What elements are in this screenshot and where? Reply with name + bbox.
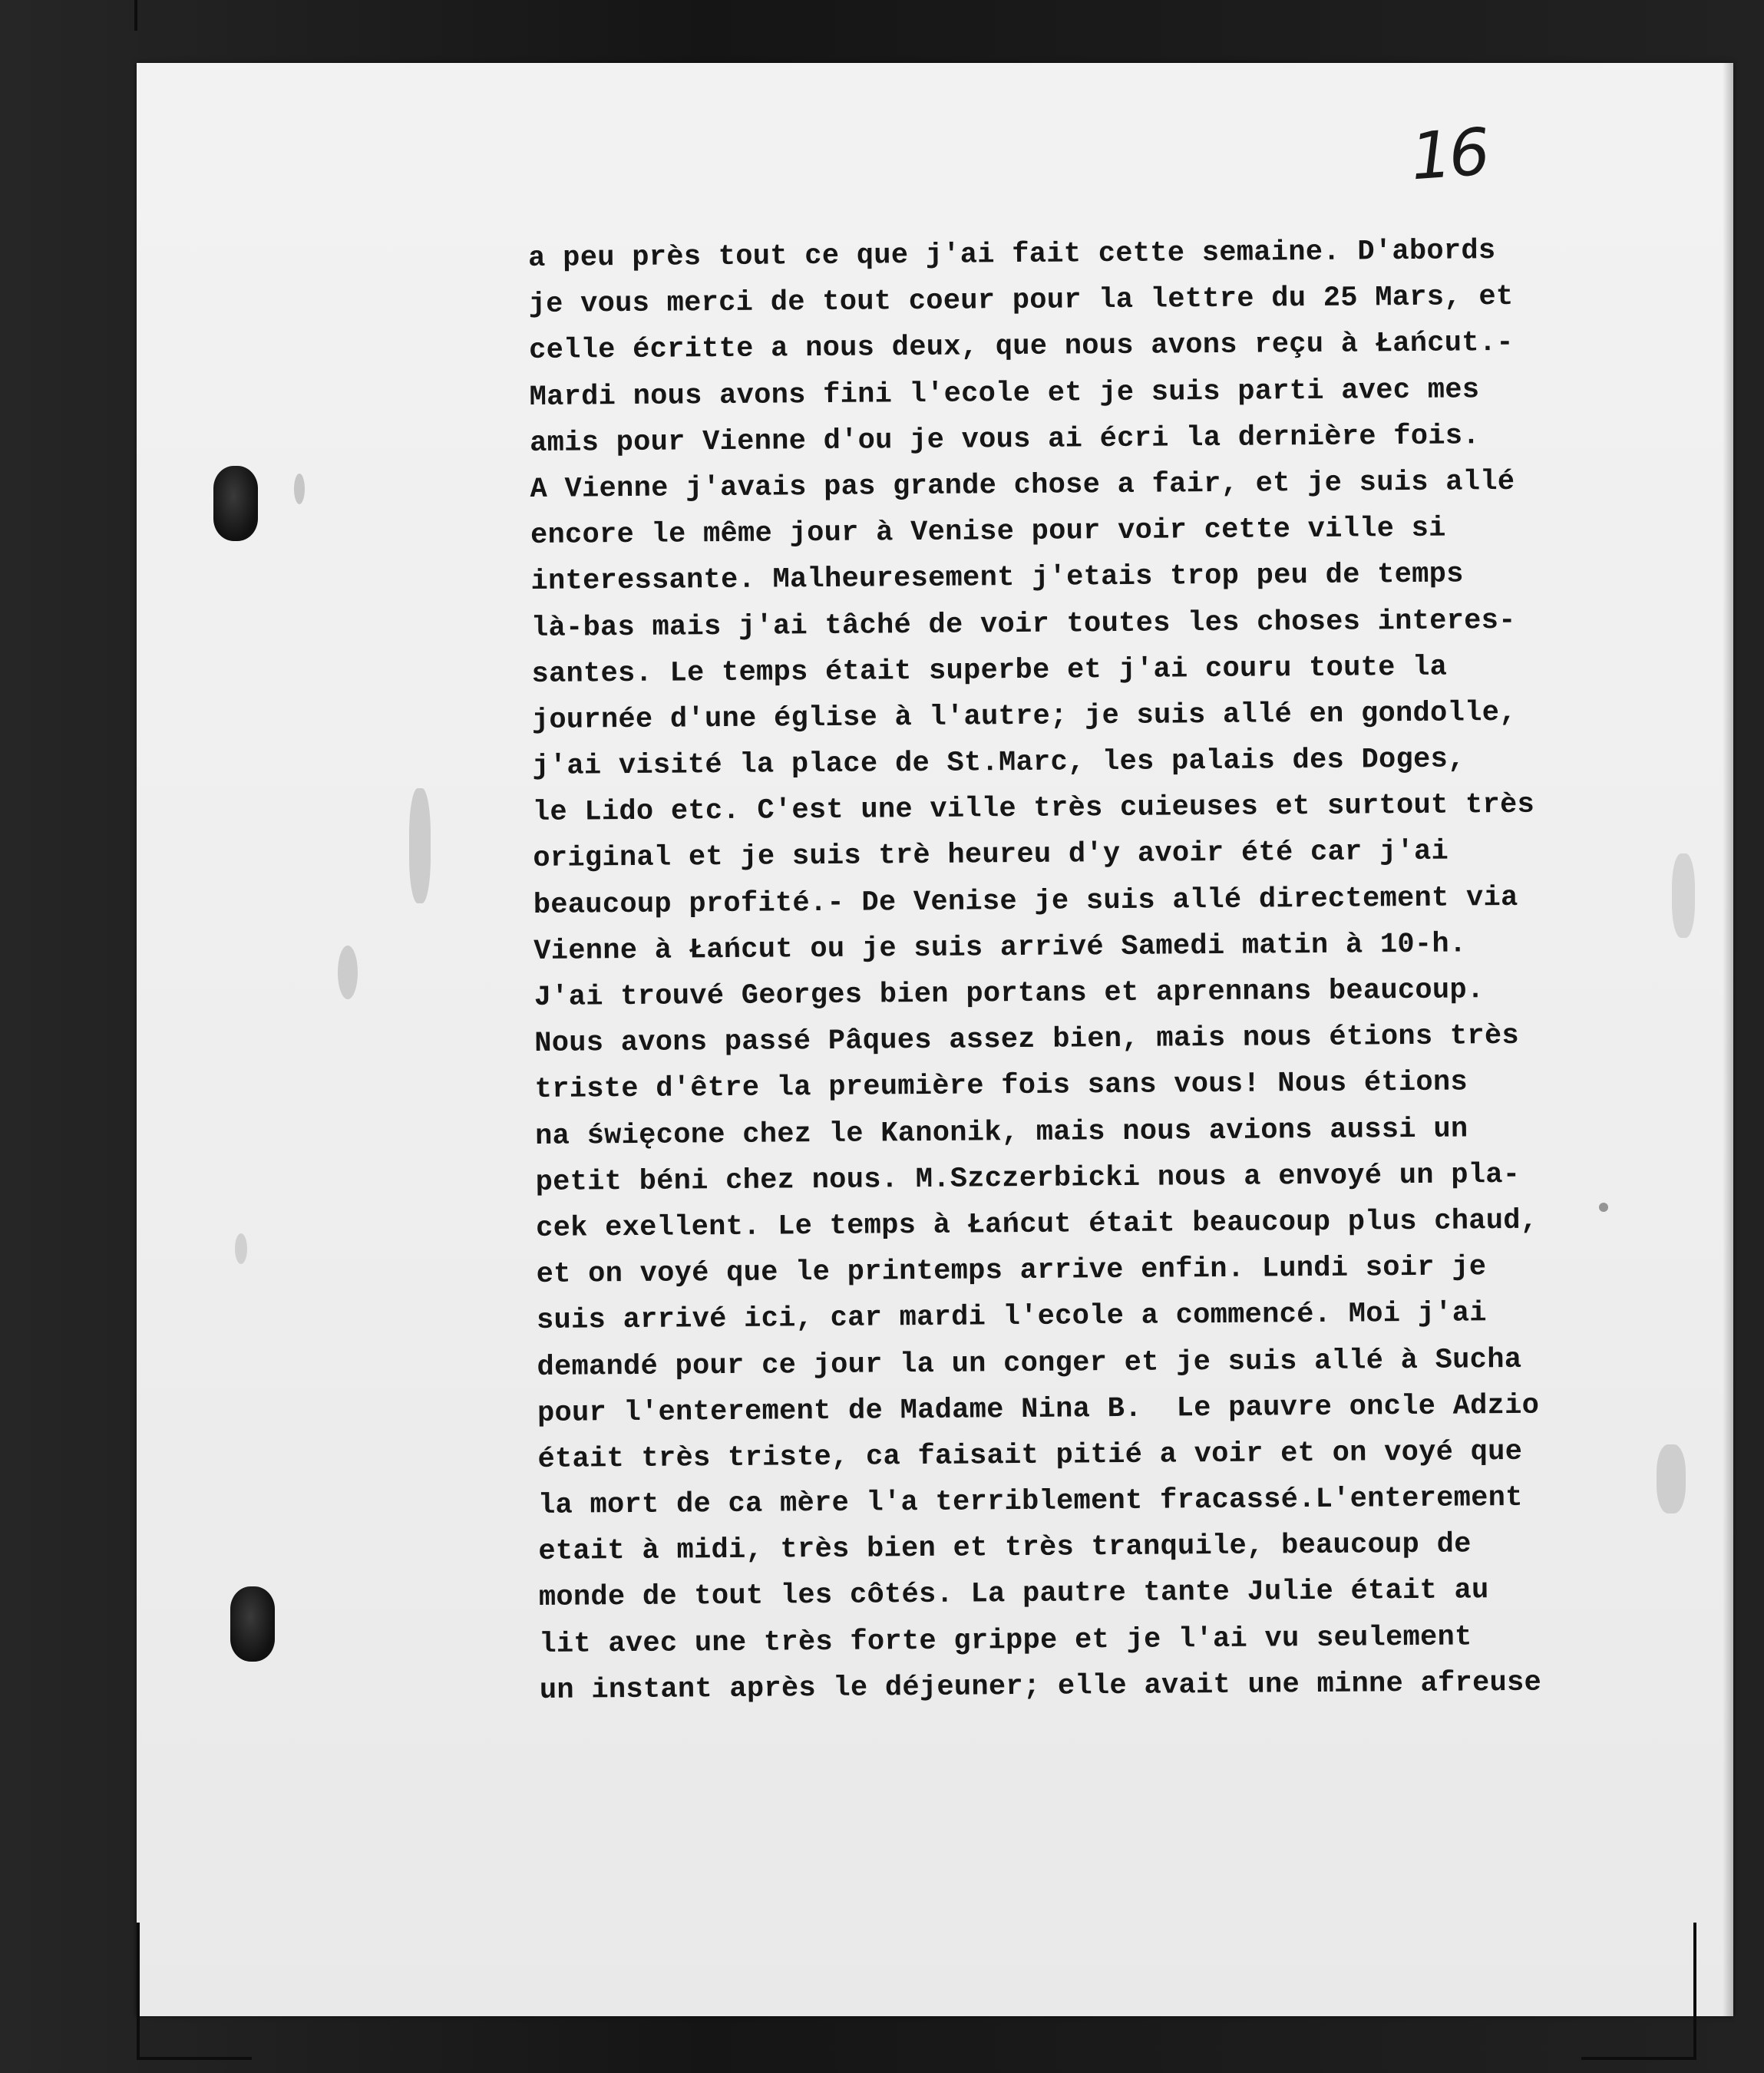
text-line: un instant après le déjeuner; elle avait une minne afreuse [539,1666,1542,1707]
text-line: j'ai visité la place de St.Marc, les palais des Doges, [532,743,1465,784]
text-line: etait à midi, très bien et très tranquile, beaucoup de [538,1528,1472,1569]
text-line: Vienne à Łańcut ou je suis arrivé Samedi matin à 10-h. [533,928,1467,968]
text-line: petit béni chez nous. M.Szczerbicki nous a envoyé un pla- [535,1158,1521,1199]
text-line: interessante. Malheuresement j'etais trop peu de temps [530,558,1464,599]
scan-speck [235,1233,247,1264]
scan-speck [1657,1444,1686,1513]
text-line: triste d'être la preumière fois sans vous! Nous étions [534,1066,1468,1107]
text-line: encore le même jour à Venise pour voir cette ville si [530,512,1446,553]
text-line: J'ai trouvé Georges bien portans et aprennans beaucoup. [533,974,1485,1014]
punch-hole [213,466,258,541]
text-line: je vous merci de tout coeur pour la lettre du 25 Mars, et [528,281,1514,322]
text-line: Nous avons passé Pâques assez bien, mais nous étions très [534,1020,1520,1061]
text-line: la mort de ca mère l'a terriblement fracassé.L'enterement [537,1481,1523,1523]
text-line: suis arrivé ici, car mardi l'ecole a commencé. Moi j'ai [536,1297,1487,1338]
page-edge-shadow [1723,63,1733,2016]
text-line: original et je suis trè heureu d'y avoir été car j'ai [533,836,1449,876]
text-line: monde de tout les côtés. La pautre tante Julie était au [538,1574,1489,1615]
letter-body [528,226,1706,1714]
text-line: Mardi nous avons fini l'ecole et je suis parti avec mes [529,373,1480,414]
crop-mark [1693,1923,1696,2059]
crop-mark [1581,2057,1696,2060]
text-line: là-bas mais j'ai tâché de voir toutes les choses interes- [530,604,1516,645]
text-line: beaucoup profité.- De Venise je suis allé directement via [533,881,1518,922]
scan-speck [1599,1203,1608,1212]
text-line: demandé pour ce jour la un conger et je suis allé à Sucha [537,1343,1522,1384]
text-line: journée d'une église à l'autre; je suis allé en gondolle, [531,696,1517,737]
scan-speck [409,788,431,903]
scan-speck [1672,853,1695,938]
text-line: et on voyé que le printemps arrive enfin. Lundi soir je [536,1251,1487,1292]
text-line: lit avec une très forte grippe et je l'ai vu seulement [539,1621,1472,1661]
text-line: cek exellent. Le temps à Łańcut était beaucoup plus chaud, [535,1204,1538,1245]
text-line: a peu près tout ce que j'ai fait cette semaine. D'abords [528,235,1496,275]
page-number: 16 [1408,114,1490,195]
text-line: amis pour Vienne d'ou je vous ai écri la dernière fois. [529,420,1480,460]
crop-mark [134,0,137,31]
text-line: était très triste, ca faisait pitié a voir et on voyé que [537,1435,1523,1476]
crop-mark [137,2057,252,2060]
text-line: celle écritte a nous deux, que nous avons reçu à Łańcut.- [529,327,1515,368]
text-line: le Lido etc. C'est une ville très cuieuses et surtout très [532,788,1535,830]
text-line: pour l'enterement de Madame Nina B. Le pauvre oncle Adzio [537,1389,1540,1430]
text-line: na święcone chez le Kanonik, mais nous avions aussi un [535,1112,1468,1153]
punch-hole [230,1586,275,1662]
text-line: santes. Le temps était superbe et j'ai couru toute la [531,651,1448,691]
letter-page [137,63,1733,2016]
scan-speck [294,474,305,504]
crop-mark [137,1923,140,2059]
scan-speck [338,946,358,999]
text-line: A Vienne j'avais pas grande chose a fair, et je suis allé [530,465,1515,506]
